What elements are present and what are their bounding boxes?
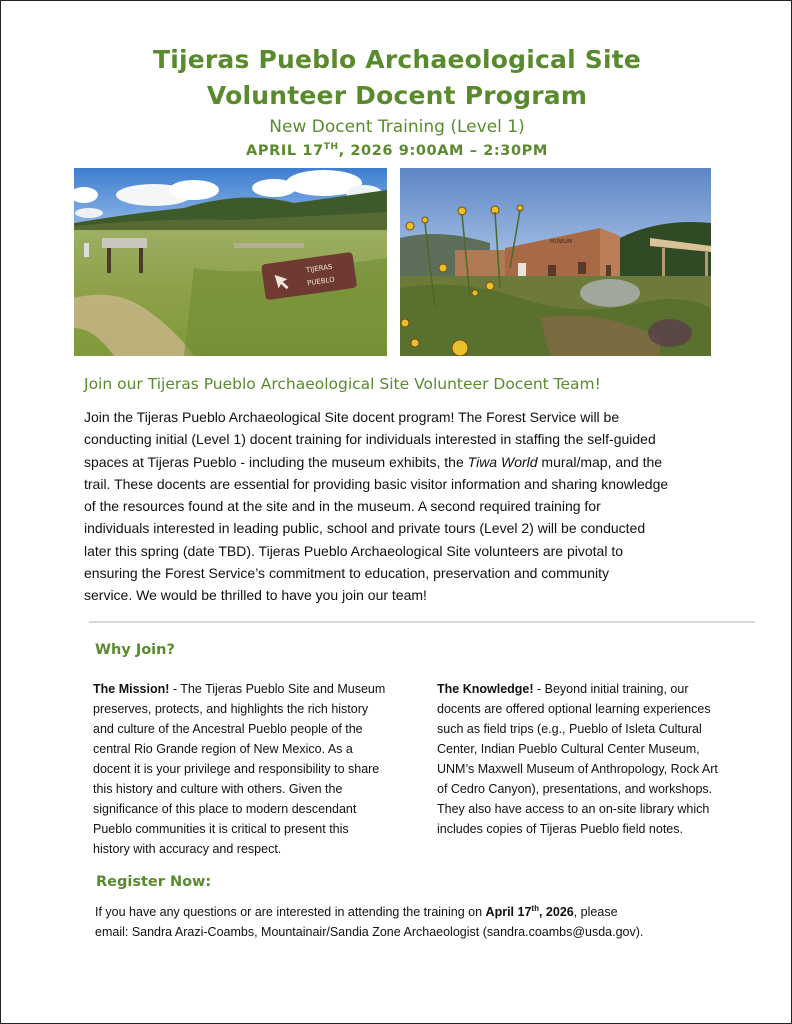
intro-line: conducting initial (Level 1) docent training for individuals interested in staffing the self-guided bbox=[84, 431, 656, 448]
intro-line: of the resources found at the site and in the museum. A second required training for bbox=[84, 498, 601, 515]
knowledge-line: such as field trips (e.g., Pueblo of Isleta Cultural bbox=[437, 722, 702, 736]
mission-label: The Mission! bbox=[93, 682, 170, 696]
mission-line: Pueblo communities it is critical to present this bbox=[93, 822, 349, 836]
register-text: If you have any questions or are interested in attending the training on bbox=[95, 905, 486, 920]
subtitle: New Docent Training (Level 1) bbox=[269, 117, 525, 137]
intro-line: service. We would be thrilled to have you join our team! bbox=[84, 587, 427, 604]
intro-line: ensuring the Forest Service’s commitment to education, preservation and community bbox=[84, 565, 609, 582]
knowledge-label: The Knowledge! bbox=[437, 682, 534, 696]
date-prefix: APRIL 17 bbox=[246, 142, 324, 159]
knowledge-line: includes copies of Tijeras Pueblo field notes. bbox=[437, 822, 683, 836]
contact-email-link[interactable]: sandra.coambs@usda.gov bbox=[486, 925, 636, 940]
training-date-suffix: th bbox=[531, 904, 539, 913]
museum-image bbox=[400, 168, 711, 356]
training-date bbox=[486, 905, 574, 919]
knowledge-line: They also have access to an on-site library which bbox=[437, 802, 710, 816]
section-divider bbox=[89, 621, 755, 623]
trail-sign-photo bbox=[74, 168, 387, 356]
register-heading: Register Now: bbox=[96, 874, 212, 890]
trail-sign-image bbox=[74, 168, 387, 356]
mission-line: preserves, protects, and highlights the rich history bbox=[93, 702, 369, 716]
intro-line: individuals interested in leading public, school and private tours (Level 2) will be conducted bbox=[84, 520, 646, 537]
register-text: , please bbox=[573, 905, 618, 920]
intro-text: mural/map, and the bbox=[537, 453, 663, 470]
date-suffix: TH bbox=[323, 142, 339, 152]
museum-photo bbox=[400, 168, 711, 356]
museum-sign: MUSEUM bbox=[550, 239, 573, 245]
intro-line bbox=[84, 451, 714, 473]
register-paragraph bbox=[95, 899, 735, 942]
sign-text-1: TIJERAS bbox=[305, 262, 333, 275]
intro-line: trail. These docents are essential for providing basic visitor information and sharing knowledge bbox=[84, 475, 669, 492]
mission-text: - The Tijeras Pueblo Site and Museum bbox=[169, 682, 386, 696]
tiwa-world-title: Tiwa World bbox=[467, 453, 538, 470]
knowledge-line: docents are offered optional learning experiences bbox=[437, 702, 711, 716]
date-rest: , 2026 9:00AM – 2:30PM bbox=[338, 142, 548, 159]
mission-line: this history and culture with others. Given the bbox=[93, 782, 343, 796]
intro-line: Join the Tijeras Pueblo Archaeological Site docent program! The Forest Service will be bbox=[84, 409, 620, 425]
register-line-1 bbox=[95, 899, 735, 922]
mission-line: history with accuracy and respect. bbox=[93, 842, 282, 856]
knowledge-text: - Beyond initial training, our bbox=[533, 682, 689, 696]
intro-paragraph bbox=[84, 406, 714, 607]
register-line-2 bbox=[95, 922, 735, 942]
join-heading: Join our Tijeras Pueblo Archaeological Site Volunteer Docent Team! bbox=[84, 375, 601, 393]
title-line-2: Volunteer Docent Program bbox=[206, 81, 588, 110]
register-text: ). bbox=[635, 925, 644, 940]
sign-text-2: PUEBLO bbox=[306, 275, 336, 288]
event-date bbox=[1, 142, 792, 159]
mission-first-line bbox=[93, 679, 428, 699]
knowledge-column bbox=[437, 679, 772, 839]
intro-text: spaces at Tijeras Pueblo - including the museum exhibits, the bbox=[84, 453, 468, 470]
knowledge-line: UNM’s Maxwell Museum of Anthropology, Rock Art bbox=[437, 762, 718, 776]
intro-line: later this spring (date TBD). Tijeras Pueblo Archaeological Site volunteers are pivotal to bbox=[84, 542, 624, 559]
training-date-day: April 17 bbox=[485, 905, 532, 920]
knowledge-line: of Cedro Canyon), presentations, and workshops. bbox=[437, 782, 713, 796]
mission-line: docent it is your privilege and responsibility to share bbox=[93, 762, 380, 776]
mission-line: and culture of the Ancestral Pueblo people of the bbox=[93, 722, 363, 736]
mission-line: central Rio Grande region of New Mexico. As a bbox=[93, 742, 353, 756]
register-text: email: Sandra Arazi-Coambs, Mountainair/Sandia Zone Archaeologist ( bbox=[95, 925, 487, 940]
knowledge-first-line bbox=[437, 679, 772, 699]
knowledge-line: Center, Indian Pueblo Cultural Center Museum, bbox=[437, 742, 700, 756]
why-join-heading: Why Join? bbox=[95, 642, 175, 658]
mission-line: significance of this place to modern descendant bbox=[93, 802, 357, 816]
training-date-year: , 2026 bbox=[538, 905, 574, 920]
mission-column bbox=[93, 679, 428, 859]
title-line-1: Tijeras Pueblo Archaeological Site bbox=[152, 45, 642, 74]
